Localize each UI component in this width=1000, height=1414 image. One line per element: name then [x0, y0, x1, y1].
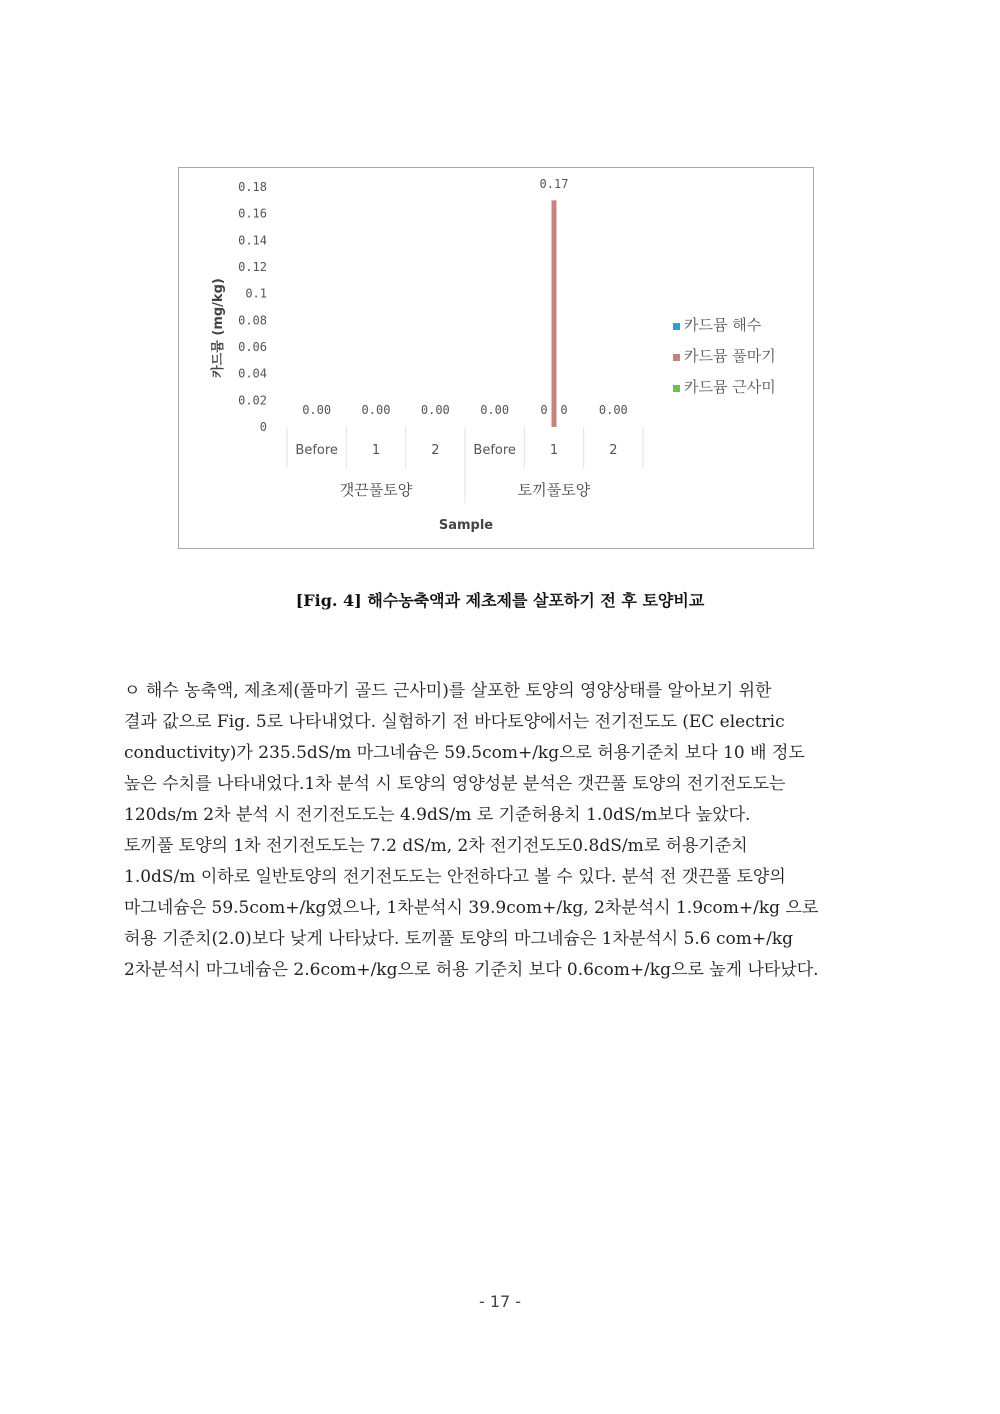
data-label: 0.00 — [480, 403, 510, 417]
y-tick-label: 0.1 — [245, 286, 267, 301]
paragraph-line: 120ds/m 2차 분석 시 전기전도도는 4.9dS/m 로 기준허용치 1.0dS/m보다 높았다. — [124, 805, 751, 825]
page-number: - 17 - — [478, 1292, 522, 1311]
legend-swatch — [673, 354, 680, 361]
figure-caption: [Fig. 4] 해수농축액과 제초제를 살포하기 전 후 토양비교 — [295, 591, 705, 610]
body-paragraph — [124, 676, 884, 986]
legend-label: 카드뮴 풀마기 — [684, 347, 776, 365]
y-tick-label: 0.04 — [238, 366, 267, 381]
data-label: 0.00 — [361, 403, 391, 417]
paragraph-line: conductivity)가 235.5dS/m 마그네슘은 59.5com+/kg으로 허용기준치 보다 10 배 정도 — [124, 743, 805, 763]
chart-frame — [178, 167, 814, 549]
legend — [673, 316, 776, 396]
y-tick-label: 0.06 — [238, 340, 267, 354]
peak-data-label: 0.17 — [539, 177, 569, 191]
y-axis-title: 카드뮴 (mg/kg) — [211, 278, 226, 378]
x-tick-label: Before — [295, 443, 338, 458]
y-tick-label: 0.16 — [238, 206, 267, 221]
data-label: 0.00 — [598, 403, 628, 417]
data-label: 0.00 — [420, 403, 450, 417]
x-tick-label: 2 — [431, 443, 440, 458]
legend-swatch — [673, 323, 680, 330]
y-tick-label: 0.14 — [238, 233, 267, 248]
y-tick-label: 0.12 — [238, 260, 267, 274]
legend-label: 카드뮴 해수 — [684, 316, 762, 334]
paragraph-line: 허용 기준치(2.0)보다 낮게 나타났다. 토끼풀 토양의 마그네슘은 1차분석시 5.6 com+/kg — [124, 929, 794, 949]
paragraph-line: ㅇ 해수 농축액, 제초제(풀마기 골드 근사미)를 살포한 토양의 영양상태를 알아보기 위한 — [124, 681, 772, 701]
data-label: 0.00 — [302, 403, 332, 417]
bar-chart — [179, 168, 815, 550]
legend-swatch — [673, 385, 680, 392]
data-label: 0 — [540, 403, 548, 417]
group-label: 갯끈풀토양 — [339, 481, 413, 499]
paragraph-line: 마그네슘은 59.5com+/kg였으나, 1차분석시 39.9com+/kg, 2차분석시 1.9com+/kg 으로 — [124, 898, 819, 918]
paragraph-line: 토끼풀 토양의 1차 전기전도도는 7.2 dS/m, 2차 전기전도도0.8dS/m로 허용기준치 — [124, 836, 748, 856]
y-tick-label: 0 — [259, 420, 267, 434]
bar — [552, 200, 557, 427]
x-tick-label: 1 — [549, 443, 559, 458]
x-tick-label: 2 — [609, 443, 618, 458]
y-tick-label: 0.18 — [238, 180, 267, 194]
x-axis-title: Sample — [438, 518, 494, 533]
group-label: 토끼풀토양 — [517, 481, 591, 499]
paragraph-line: 결과 값으로 Fig. 5로 나타내었다. 실험하기 전 바다토양에서는 전기전도도 (EC electric — [124, 712, 785, 732]
data-label: 0 — [560, 403, 568, 417]
paragraph-line: 2차분석시 마그네슘은 2.6com+/kg으로 허용 기준치 보다 0.6com+/kg으로 높게 나타났다. — [124, 960, 819, 980]
paragraph-line: 높은 수치를 나타내었다.1차 분석 시 토양의 영양성분 분석은 갯끈풀 토양의 전기전도도는 — [124, 774, 786, 794]
x-tick-label: 1 — [371, 443, 381, 458]
paragraph-line: 1.0dS/m 이하로 일반토양의 전기전도도는 안전하다고 볼 수 있다. 분석 전 갯끈풀 토양의 — [124, 867, 786, 887]
legend-label: 카드뮴 근사미 — [684, 378, 776, 396]
y-tick-label: 0.08 — [238, 313, 267, 328]
x-tick-label: Before — [473, 443, 516, 458]
y-tick-label: 0.02 — [238, 393, 267, 408]
